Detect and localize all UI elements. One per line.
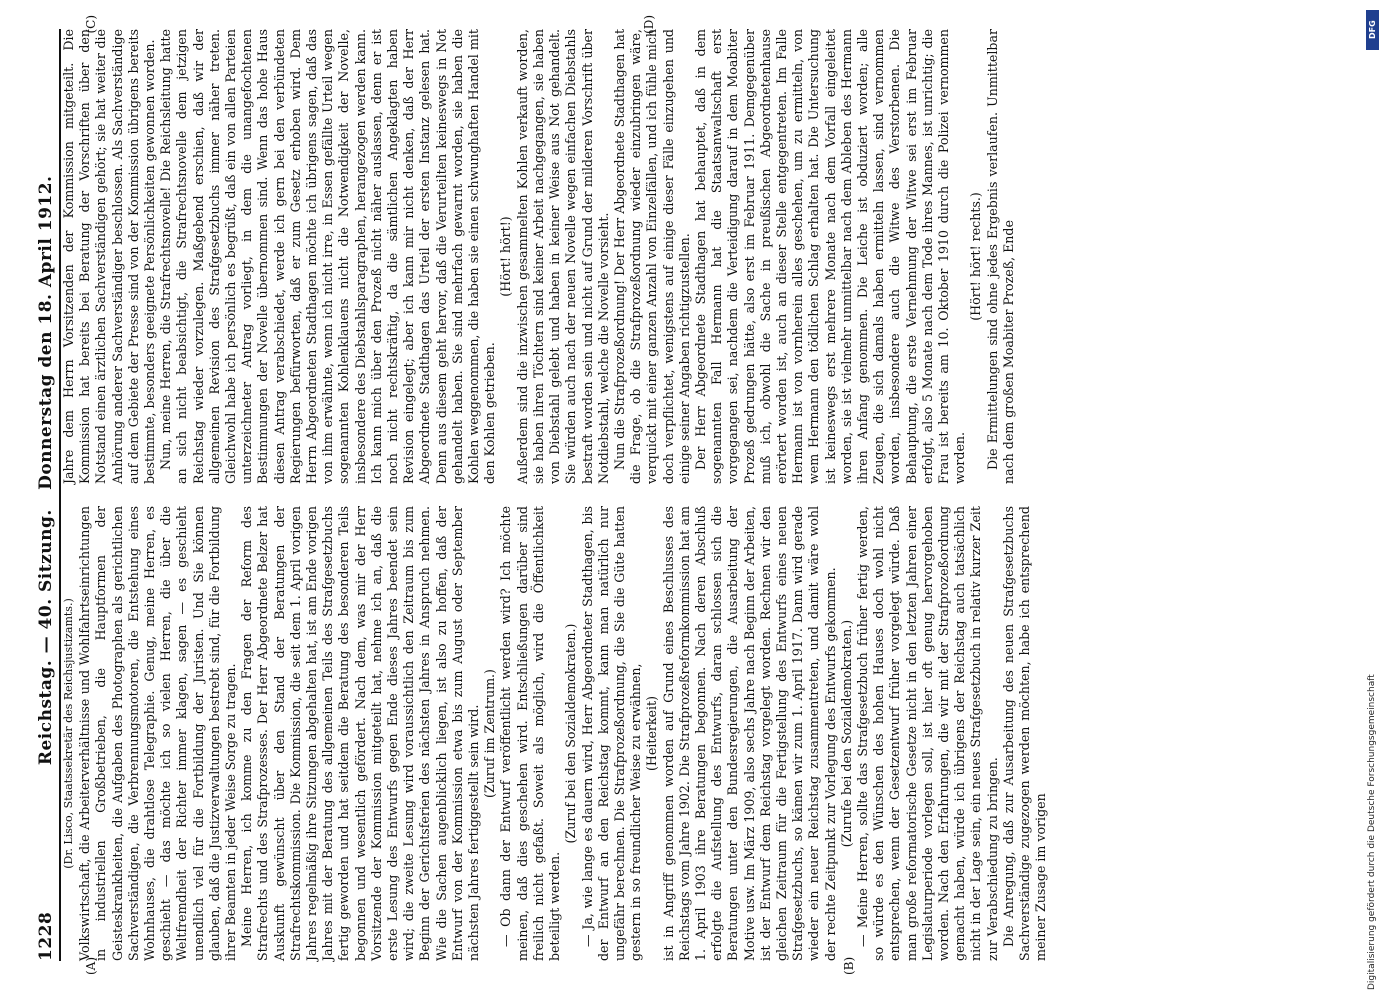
margin-marker-d: (D) (642, 15, 656, 34)
session-label: Reichstag. — 40. Sitzung. (36, 509, 56, 766)
page-number: 1228 (36, 911, 56, 961)
left-column (61, 506, 1261, 975)
paragraph: Außerdem sind die inzwischen gesammelten Kohlen verkauft worden, sie haben ihren Töchtern sind keiner Arbeit nachgegangen, sie haben von Diebstahl gelebt und haben in keiner Weise aus Not gehandelt. Sie würden auch nach der neuen Novelle wegen einfachen Diebstahls bestraft worden sein und nicht auf Grund der milderen Vorschrift über Notdiebstahl, welche die Novelle vorsieht. (514, 29, 611, 484)
interjection: (Zurufe bei den Sozialdemokraten.) (838, 619, 854, 848)
paragraph: — Ob dann der Entwurf veröffentlicht werden wird? Ich möchte meinen, daß dies geschehen wird. Entschließungen darüber sind freilich nicht gefaßt. Soweit als möglich, wird die Öffentlichkeit beteiligt werden. (498, 506, 563, 961)
interjection: (Zuruf bei den Sozialdemokraten.) (563, 623, 579, 844)
paragraph: Der Herr Abgeordnete Stadthagen hat behauptet, daß in dem sogenannten Fall Hermann hat die Staatsanwaltschaft erst vorgegangen sei, nachdem die Verteidigung darauf in dem Moabiter Prozeß gedrungen hätte, also erst im Februar 1911. Demgegenüber muß ich, obwohl die Sache in preußischen Abgeordnetenhause erörtert worden ist, auch an dieser Stelle entgegentreten. Im Falle Hermann ist von vornherein alles geschehen, um zu ermitteln, von wem Hermann den tödlichen Schlag erhalten hat. Die Untersuchung ist keineswegs erst mehrere Monate nach dem Vorfall eingeleitet worden, sie ist vielmehr unmittelbar nach dem Ableben des Hermann ihren Anfang genommen. Die Leiche ist obduziert worden; alle Zeugen, die sich damals haben ermitteln lassen, sind vernommen worden, insbesondere auch die Witwe des Verstorbenen. Die Behauptung, die erste Vernehmung der Witwe sei erst im Februar erfolgt, also 5 Monate nach dem Tode ihres Mannes, ist unrichtig; die Frau ist bereits am 10. Oktober 1910 durch die Polizei vernommen worden. (692, 29, 968, 484)
paragraph: Volkswirtschaft, die Arbeiterverhältnisse und Wohlfahrtseinrichtungen in industriellen Großbetrieben, die Hauptformen der Geisteskrankheiten, die Aufgaben des Photographen als gerichtlichen Sachverständigen, die Verbrennungsmotoren, die Entstehung eines Wohnhauses, die drahtlose Telegraphie. Genug, meine Herren, es geschieht — das möchte ich so vielen Herren, die über die Weltfremdheit der Richter immer klagen, sagen — es geschieht unendlich viel für die Fortbildung der Juristen. Und Sie können glauben, daß die Justizverwaltungen bestrebt sind, für die Fortbildung ihrer Beamten in jeder Weise Sorge zu tragen. (77, 506, 239, 961)
interjection: (Hört! hört!) (498, 216, 514, 297)
paragraph: ist in Angriff genommen worden auf Grund eines Beschlusses des Reichstags vom Jahre 1902. Die Strafprozeßreformkommission hat am 1. April 1903 ihre Beratungen begonnen. Nach deren Abschluß erfolgte die Aufstellung des Entwurfs, daran schlossen sich die Beratungen unter den Bundesregierungen, die Ausarbeitung der Motive usw. Im März 1909, also sechs Jahre nach Beginn der Arbeiten, ist der Entwurf dem Reichstag vorgelegt worden. Rechnen wir den gleichen Zeitraum für die Fertigstellung des Entwurfs eines neuen Strafgesetzbuchs, so kämen wir zum 1. April 1917. Dann wird gerade wieder ein neuer Reichstag zusammentreten, und damit wäre wohl der rechte Zeitpunkt zur Vorlegung des Entwurfs gekommen. (660, 506, 838, 961)
paragraph: Jahre dem Herrn Vorsitzenden der Kommission mitgeteilt. Die Kommission hat bereits bei Beratung der Vorschriften über den Notstand einen ärztlichen Sachverständigen gehört; sie hat weiter die Anhörung anderer Sachverständiger beschlossen. Als Sachverständige auf dem Gebiete der Presse sind von der Kommission übrigens bereits bestimmte, besonders geeignete Persönlichkeiten gewonnen worden. (61, 29, 158, 484)
interjection: (Hört! hört! rechts.) (968, 192, 984, 321)
margin-marker-a: (A) (84, 956, 98, 975)
paragraph: Die Anregung, daß zur Ausarbeitung des neuen Strafgesetzbuchs Sachverständige zugezogen werden möchten, habe ich entsprechend meiner Zusage im vorigen (1000, 506, 1049, 961)
margin-marker-c: (C) (84, 15, 98, 34)
paragraph: Nun, meine Herren, die Strafrechtsnovelle! Die Reichsleitung hatte an sich nicht beabsichtigt, die Strafrechtsnovelle dem jetzigen Reichstag wieder vorzulegen. Maßgebend erschien, daß wir der allgemeinen Revision des Strafgesetzbuchs immer näher treten. Gleichwohl habe ich persönlich es begrüßt, daß ein von allen Parteien unterzeichneter Antrag vorliegt, in dem die unangefochtenen Bestimmungen der Novelle übernommen sind. Wenn das hohe Haus diesen Antrag verabschiedet, werde ich gern bei den verbündeten Regierungen befürworten, daß er zum Gesetz erhoben wird. Dem Herrn Abgeordneten Stadthagen möchte ich übrigens sagen, daß das von ihm erwähnte, wenn ich nicht irre, in Essen gefällte Urteil wegen sogenannten Kohlenklauens nicht die Notwendigkeit der Novelle, insbesondere des Diebstahlsparagraphen, herangezogen werden kann. Ich kann mich über den Prozeß nicht näher auslassen, denn er ist noch nicht rechtskräftig, da die sämtlichen Angeklagten haben Revision eingelegt; aber ich kann mir nicht denken, daß der Herr Abgeordnete Stadthagen das Urteil der ersten Instanz gelesen hat. Denn aus diesem geht hervor, daß die Verurteilten keineswegs in Not gehandelt haben. Sie sind mehrfach gewarnt worden, sie haben die Kohlen weggenommen, die haben sie einen schwunghaften Handel mit den Kohlen getrieben. (158, 29, 498, 484)
margin-marker-b: (B) (842, 956, 856, 975)
digitization-note: Digitalisierung gefördert durch die Deutsche Forschungsgemeinschaft (1367, 674, 1377, 990)
paragraph: Die Ermittelungen sind ohne jedes Ergebnis verlaufen. Unmittelbar nach dem großen Moabiter Prozeß, Ende (984, 29, 1016, 484)
paragraph: — Meine Herren, sollte das Strafgesetzbuch früher fertig werden, so würde es den Wünschen des hohen Hauses doch wohl nicht entsprechen, wenn der Gesetzentwurf früher vorgelegt würde. Daß man große reformatorische Gesetze nicht in den letzten Jahren einer Legislaturperiode vorlegen soll, ist hier oft genug hervorgehoben worden. Nach den Erfahrungen, die wir mit der Strafprozeßordnung gemacht haben, würde ich übrigens der Reichstag auch tatsächlich nicht in der Lage sein, ein neues Strafgesetzbuch in relativ kurzer Zeit zur Verabschiedung zu bringen. (854, 506, 1000, 961)
rotated-document-page (30, 15, 1290, 975)
interjection: (Heiterkeit) (644, 696, 660, 771)
paragraph: Meine Herren, ich komme zu den Fragen der Reform des Strafrechts und des Strafprozesses. Der Herr Abgeordnete Belzer hat Auskunft gewünscht über den Stand der Beratungen der Strafrechtskommission. Die Kommission, die seit dem 1. April vorigen Jahres regelmäßig ihre Sitzungen abgehalten hat, ist am Ende vorigen Jahres mit der Beratung des allgemeinen Teils des Strafgesetzbuchs fertig geworden und hat seitdem die Beratung des besonderen Teils begonnen und wesentlich gefördert. Nach dem, was mir der Herr Vorsitzende der Kommission mitgeteilt hat, nehme ich an, daß die erste Lesung des Entwurfs gegen Ende dieses Jahres beendet sein wird; die zweite Lesung wird voraussichtlich den Zeitraum bis zum Beginn der Gerichtsferien des nächsten Jahres in Anspruch nehmen. Wie die Sachen augenblicklich liegen, ist also zu hoffen, daß der Entwurf von der Kommission etwa bis zum August oder September nächsten Jahres fertiggestellt sein wird. (239, 506, 482, 961)
paragraph: Nun die Strafprozeßordnung! Der Herr Abgeordnete Stadthagen hat die Frage, ob die Strafprozeßordnung wieder einzubringen wäre, verquickt mit einer ganzen Anzahl von Einzelfällen, und ich fühle mich doch verpflichtet, wenigstens auf einige dieser Fälle einzugehen und einige seiner Angaben richtigzustellen. (611, 29, 692, 484)
paragraph: — Ja, wie lange es dauern wird, Herr Abgeordneter Stadthagen, bis der Entwurf an den Reichstag kommt, kann man natürlich nur ungefähr berechnen. Die Strafprozeßordnung, die Sie die Güte hatten gestern in so freundlicher Weise zu erwähnen, (579, 506, 644, 961)
text-columns (61, 15, 1261, 975)
session-date: Donnerstag den 18. April 1912. (36, 175, 56, 490)
right-column (61, 15, 1261, 484)
dfg-logo: DFG (1366, 10, 1379, 50)
session-title (36, 29, 56, 912)
page-header (36, 29, 61, 961)
interjection: (Zuruf im Zentrum.) (482, 669, 498, 798)
speaker-line: (Dr. Lisco, Staatssekretär des Reichsjustizamts.) (62, 598, 75, 869)
